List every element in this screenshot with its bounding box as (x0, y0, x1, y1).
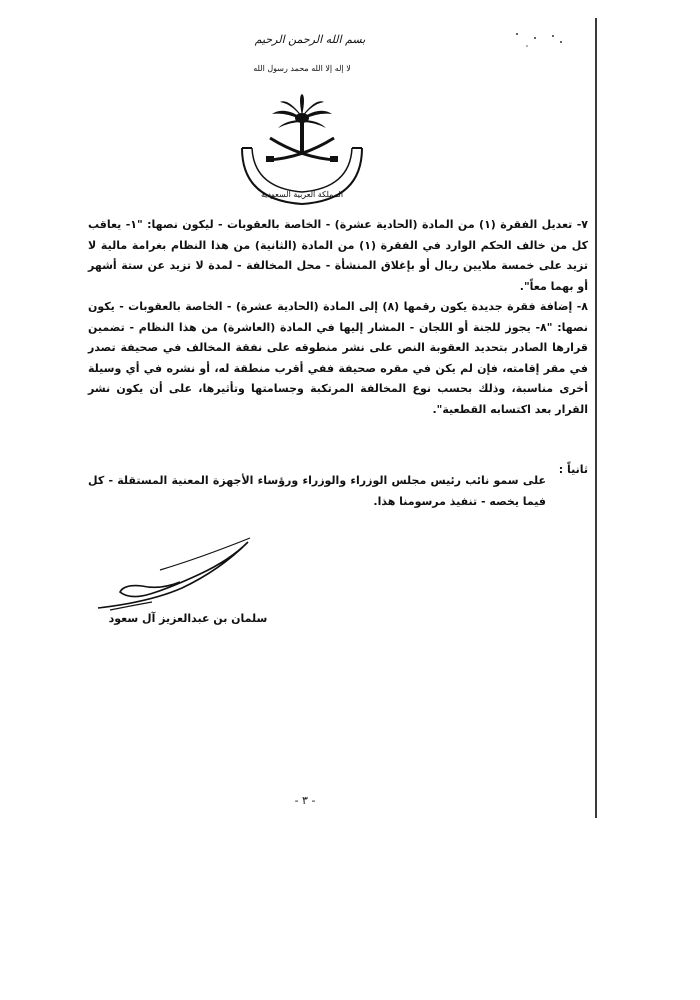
saudi-emblem (222, 60, 382, 210)
page-number: - ٣ - (294, 794, 316, 807)
second-clause-label: ثانياً : (558, 463, 588, 476)
second-clause-text: على سمو نائب رئيس مجلس الوزراء والوزراء ورؤساء الأجهزة المعنية المستقلة - كل فيما يخصه - تنفيذ مرسومنا هذا. (88, 474, 546, 508)
decree-body (88, 215, 588, 420)
handwritten-signature (90, 530, 270, 620)
signer-name: سلمان بن عبدالعزيز آل سعود (108, 612, 268, 625)
scan-specks (505, 28, 575, 52)
second-clause (88, 460, 588, 523)
paragraph-item-8: ٨- إضافة فقرة جديدة يكون رقمها (٨) إلى المادة (الحادية عشرة) - الخاصة بالعقوبات - يكون نصها: "٨- يجوز للجنة أو اللجان - المشار إليها في المادة (العاشرة) من هذا النظام - تضمين قرارها الصادر بتحديد العقوبة النص على نشر منطوقه على نفقة المخالف في صحيفة تصدر في مقر إقامته، فإن لم يكن في مقره صحيفة ففي أقرب منطقة له، أو نشره في أي وسيلة أخرى مناسبة، وذلك بحسب نوع المخالفة المرتكبة وجسامتها وتأثيرها، على أن يكون نشر القرار بعد اكتسابه القطعية". (88, 300, 588, 416)
emblem-arc-text: المملكة العربية السعودية (260, 190, 344, 199)
paragraph-item-7: ٧- تعديل الفقرة (١) من المادة (الحادية عشرة) - الخاصة بالعقوبات - ليكون نصها: "١- يعاقب كل من خالف الحكم الوارد في الفقرة (١) من المادة (الثانية) من هذا النظام بغرامة مالية لا تزيد على خمسة ملايين ريال أو بإغلاق المنشأة - محل المخالفة - لمدة لا تزيد عن ستة أشهر أو بهما معاً". (88, 218, 588, 293)
basmala: بسم الله الرحمن الرحيم (254, 33, 366, 46)
palm-swords-icon (222, 60, 382, 210)
emblem-shahada: لا إله إلا الله محمد رسول الله (253, 64, 351, 73)
page-border-line (595, 18, 597, 818)
